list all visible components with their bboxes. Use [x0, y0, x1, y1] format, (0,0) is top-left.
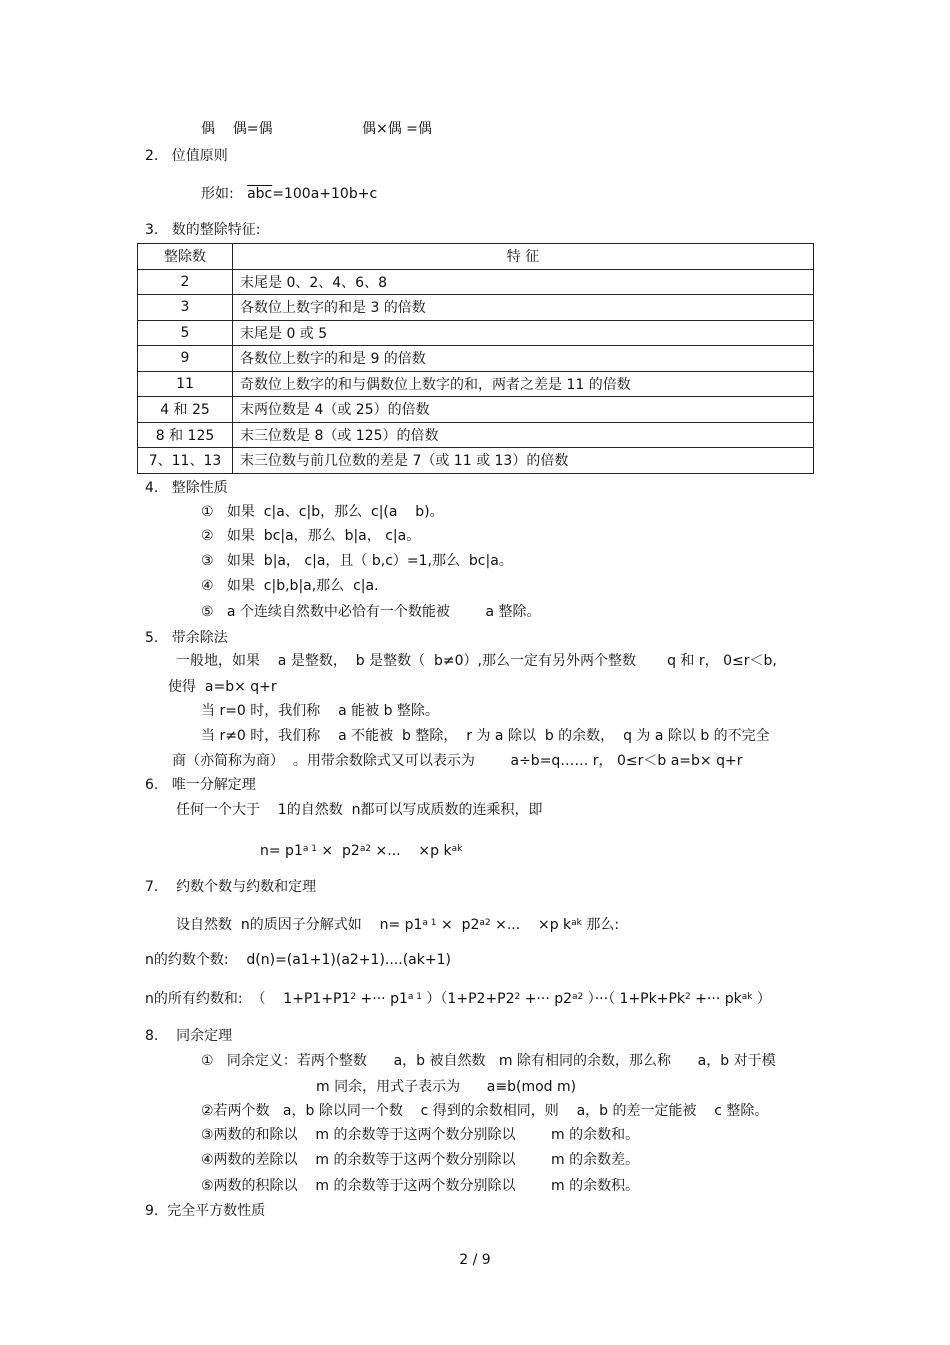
formula-overlined-abc: $\overline{abc}$ — [247, 186, 273, 202]
table-row — [138, 346, 814, 372]
divisor-cell: 8 和 125 — [138, 422, 233, 448]
section-6-heading: 6. 唯一分解定理 — [145, 777, 256, 793]
paragraph-line: ④两数的差除以 m 的余数等于这两个数分别除以 m 的余数差。 — [201, 1152, 640, 1168]
feature-cell: 末两位数是 4（或 25）的倍数 — [233, 397, 814, 423]
feature-cell: 末尾是 0、2、4、6、8 — [233, 269, 814, 295]
feature-cell: 末三位数与前几位数的差是 7（或 11 或 13）的倍数 — [233, 448, 814, 474]
feature-cell: 奇数位上数字的和与偶数位上数字的和，两者之差是 11 的倍数 — [233, 371, 814, 397]
paragraph-line: ⑤两数的积除以 m 的余数等于这两个数分别除以 m 的余数积。 — [201, 1178, 640, 1194]
divisibility-table — [137, 243, 814, 474]
section-8-heading: 8. 同余定理 — [145, 1028, 233, 1044]
feature-cell: 末尾是 0 或 5 — [233, 320, 814, 346]
paragraph-line: 一般地，如果 a 是整数， b 是整数（ b≠0）,那么一定有另外两个整数 q 和 r， 0≤r＜b, — [176, 653, 777, 669]
table-row — [138, 422, 814, 448]
table-row — [138, 320, 814, 346]
page-number: 2 / 9 — [459, 1252, 491, 1268]
section-3-heading: 3. 数的整除特征: — [145, 222, 261, 238]
list-item: ③ 如果 b|a， c|a，且（ b,c）=1,那么 bc|a。 — [201, 553, 513, 569]
divisor-cell: 4 和 25 — [138, 397, 233, 423]
feature-cell: 末三位数是 8（或 125）的倍数 — [233, 422, 814, 448]
paragraph-line: m 同余，用式子表示为 a≡b(mod m) — [316, 1079, 577, 1095]
paragraph-line: 商（亦简称为商） 。用带余数除式又可以表示为 a÷b=q…… r， 0≤r＜b a=b× q+r — [172, 753, 743, 769]
list-item: ② 如果 bc|a，那么 b|a， c|a。 — [201, 528, 421, 544]
feature-cell: 各数位上数字的和是 9 的倍数 — [233, 346, 814, 372]
paragraph-line: 当 r=0 时，我们称 a 能被 b 整除。 — [201, 703, 439, 719]
parity-rule-product: 偶×偶 =偶 — [362, 121, 432, 137]
section-7-heading: 7. 约数个数与约数和定理 — [145, 879, 317, 895]
paragraph-line: 使得 a=b× q+r — [168, 679, 277, 695]
place-value-formula — [201, 185, 377, 203]
parity-rule-sum: 偶 偶=偶 — [201, 121, 273, 137]
section-2-heading: 2. 位值原则 — [145, 148, 228, 164]
prime-factorization-formula: $n= p1^{a 1} \times p2^{a2}$ ×... ×p $k^{ak}$ — [260, 843, 463, 859]
section-4-heading: 4. 整除性质 — [145, 480, 228, 496]
feature-cell: 各数位上数字的和是 3 的倍数 — [233, 295, 814, 321]
table-row — [138, 295, 814, 321]
divisor-cell: 2 — [138, 269, 233, 295]
table-row — [138, 397, 814, 423]
paragraph-line: 当 r≠0 时，我们称 a 不能被 b 整除， r 为 a 除以 b 的余数， q 为 a 除以 b 的不完全 — [201, 728, 770, 744]
table-row — [138, 269, 814, 295]
table-row — [138, 371, 814, 397]
divisor-cell: 5 — [138, 320, 233, 346]
formula-prefix: 形如: — [201, 186, 234, 202]
paragraph-line: ① 同余定义：若两个整数 a，b 被自然数 m 除有相同的余数，那么称 a，b 对于模 — [201, 1053, 776, 1069]
paragraph-line: 任何一个大于 1的自然数 n都可以写成质数的连乘积，即 — [176, 802, 543, 818]
paragraph-line: ③两数的和除以 m 的余数等于这两个数分别除以 m 的余数和。 — [201, 1127, 640, 1143]
table-header-row — [138, 244, 814, 270]
paragraph-line: ②若两个数 a，b 除以同一个数 c 得到的余数相同，则 a，b 的差一定能被 c 整除。 — [201, 1103, 769, 1119]
list-item: ④ 如果 c|b,b|a,那么 c|a. — [201, 578, 379, 594]
section-5-heading: 5. 带余除法 — [145, 630, 228, 646]
section-9-heading: 9. 完全平方数性质 — [145, 1203, 266, 1219]
factorization-statement: 设自然数 n的质因子分解式如 $n= p1^{a 1} \times p2^{a2}$ ×... ×p $k^{ak}$ 那么: — [176, 917, 620, 933]
list-item: ⑤ a 个连续自然数中必恰有一个数能被 a 整除。 — [201, 604, 541, 620]
table-header-feature: 特 征 — [233, 244, 814, 270]
divisor-cell: 3 — [138, 295, 233, 321]
table-header-number: 整除数 — [138, 244, 233, 270]
divisor-sum-formula: n的所有约数和: （ $1+P1+P1^2$ +··· $p1^{a 1}$ ）（$1+P2+P2^2$ +··· $p2^{a2}$ ）···（ $1+Pk+Pk^2$ +··· $pk^{ak}$ ） — [145, 991, 771, 1007]
divisor-cell: 7、11、13 — [138, 448, 233, 474]
divisor-cell: 9 — [138, 346, 233, 372]
formula-rest: =100a+10b+c — [272, 186, 378, 202]
divisor-cell: 11 — [138, 371, 233, 397]
table-row — [138, 448, 814, 474]
divisor-count-formula: n的约数个数: d(n)=(a1+1)(a2+1)....(ak+1) — [145, 952, 451, 968]
list-item: ① 如果 c|a、c|b，那么 c|(a b)。 — [201, 504, 444, 520]
